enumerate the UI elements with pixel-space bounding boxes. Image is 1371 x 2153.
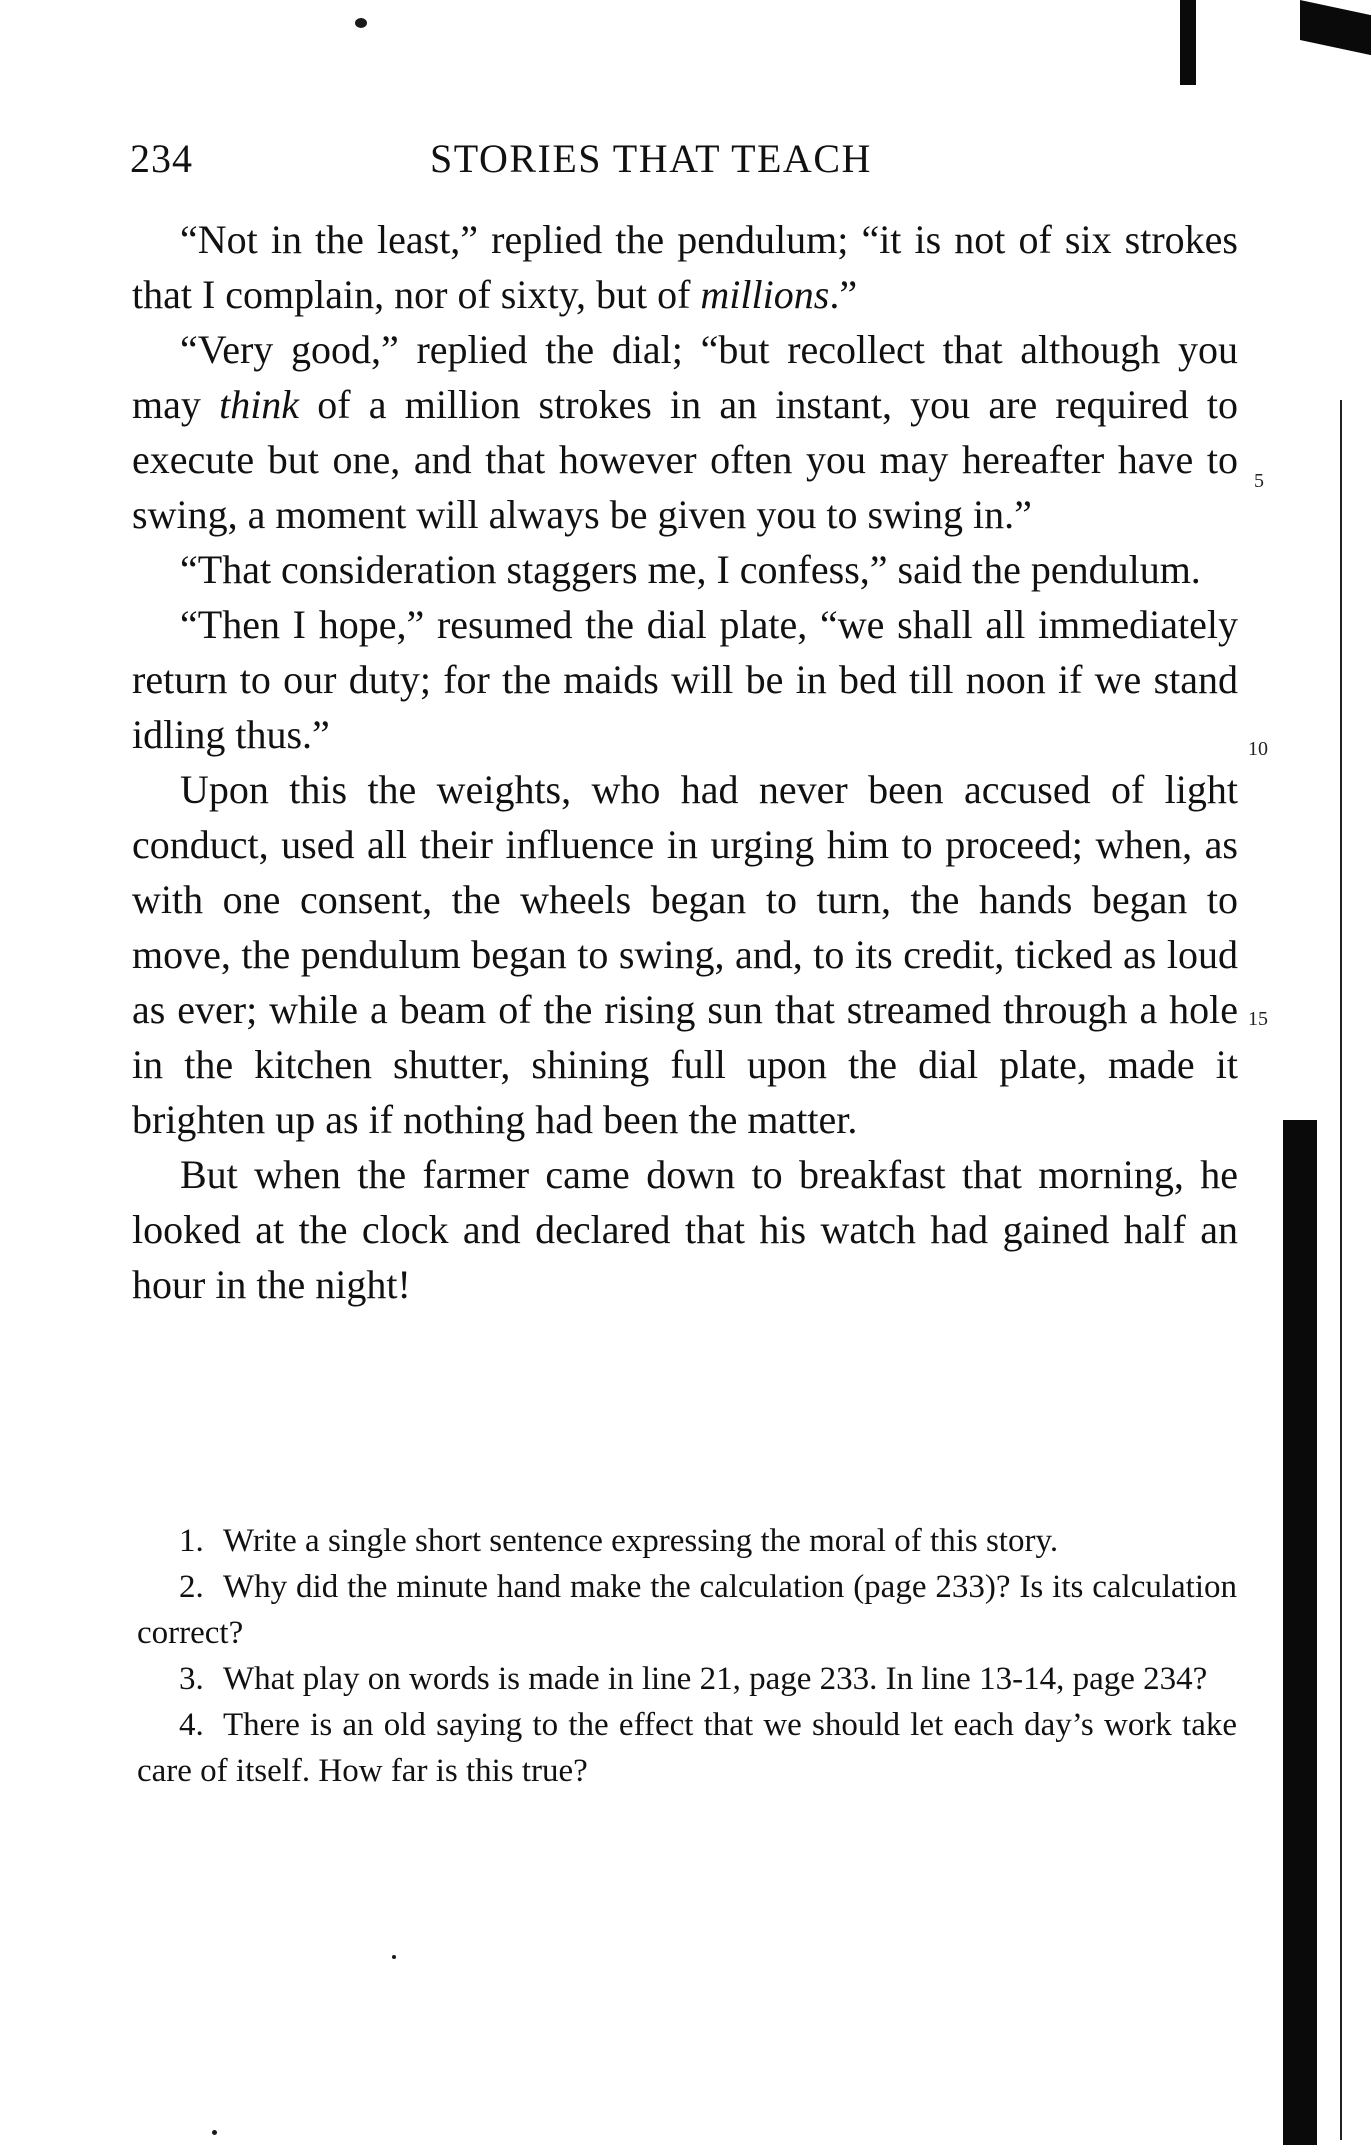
speck [392, 1955, 396, 1959]
emphasis-think: think [219, 382, 300, 427]
corner-shadow [1300, 0, 1371, 55]
question-text: Write a single short sentence expressing the moral of this story. [223, 1523, 1059, 1559]
binding-shadow [1283, 1120, 1317, 2145]
question-text: There is an old saying to the effect that we should let each day’s work take care of itself. How far is this true? [137, 1707, 1237, 1789]
question-4 [137, 1702, 1237, 1794]
running-head: STORIES THAT TEACH [430, 136, 872, 181]
speck [212, 2130, 217, 2135]
question-number: 2. [179, 1569, 204, 1605]
question-number: 3. [179, 1661, 204, 1697]
speck [355, 18, 367, 28]
line-number-5: 5 [1254, 470, 1264, 492]
paragraph-3: “That consideration staggers me, I confess,” said the pendulum. [180, 547, 1201, 592]
question-text: Why did the minute hand make the calculation (page 233)? Is its calculation correct? [137, 1569, 1237, 1651]
paragraph-5: Upon this the weights, who had never been accused of light conduct, used all their influence in urging him to proceed; when, as with one consent, the wheels began to turn, the hands began to move, the pendulum began to swing, and, to its credit, ticked as loud as ever; while a beam of the rising sun that streamed through a hole in the kitchen shutter, shining full upon the dial plate, made it brighten up as if nothing had been the matter. [132, 767, 1238, 1142]
emphasis-millions: millions [700, 272, 830, 317]
question-number: 1. [179, 1523, 204, 1559]
paragraph-4: “Then I hope,” resumed the dial plate, “we shall all immediately return to our duty; for the maids will be in bed till noon if we stand idling thus.” [132, 602, 1238, 757]
paragraph-2: “Very good,” replied the dial; “but recollect that although you may think of a million strokes in an instant, you are required to execute but one, and that however often you may hereafter have to swing, a moment will always be given you to swing in.” [132, 327, 1238, 537]
corner-mark [1180, 0, 1196, 85]
story-text [132, 212, 1238, 1312]
study-questions [137, 1518, 1237, 1794]
line-number-10: 10 [1248, 738, 1268, 760]
question-text: What play on words is made in line 21, page 233. In line 13-14, page 234? [223, 1661, 1208, 1697]
line-number-15: 15 [1248, 1008, 1268, 1030]
paragraph-6: But when the farmer came down to breakfast that morning, he looked at the clock and declared that his watch had gained half an hour in the night! [132, 1152, 1238, 1307]
question-3 [137, 1656, 1237, 1702]
question-1 [137, 1518, 1237, 1564]
question-2 [137, 1564, 1237, 1656]
page-header [130, 135, 1240, 191]
question-number: 4. [179, 1707, 204, 1743]
page-number: 234 [130, 136, 193, 181]
page-edge-line [1340, 400, 1342, 2140]
paragraph-1: “Not in the least,” replied the pendulum; “it is not of six strokes that I complain, nor of sixty, but of millions.” [132, 217, 1238, 317]
